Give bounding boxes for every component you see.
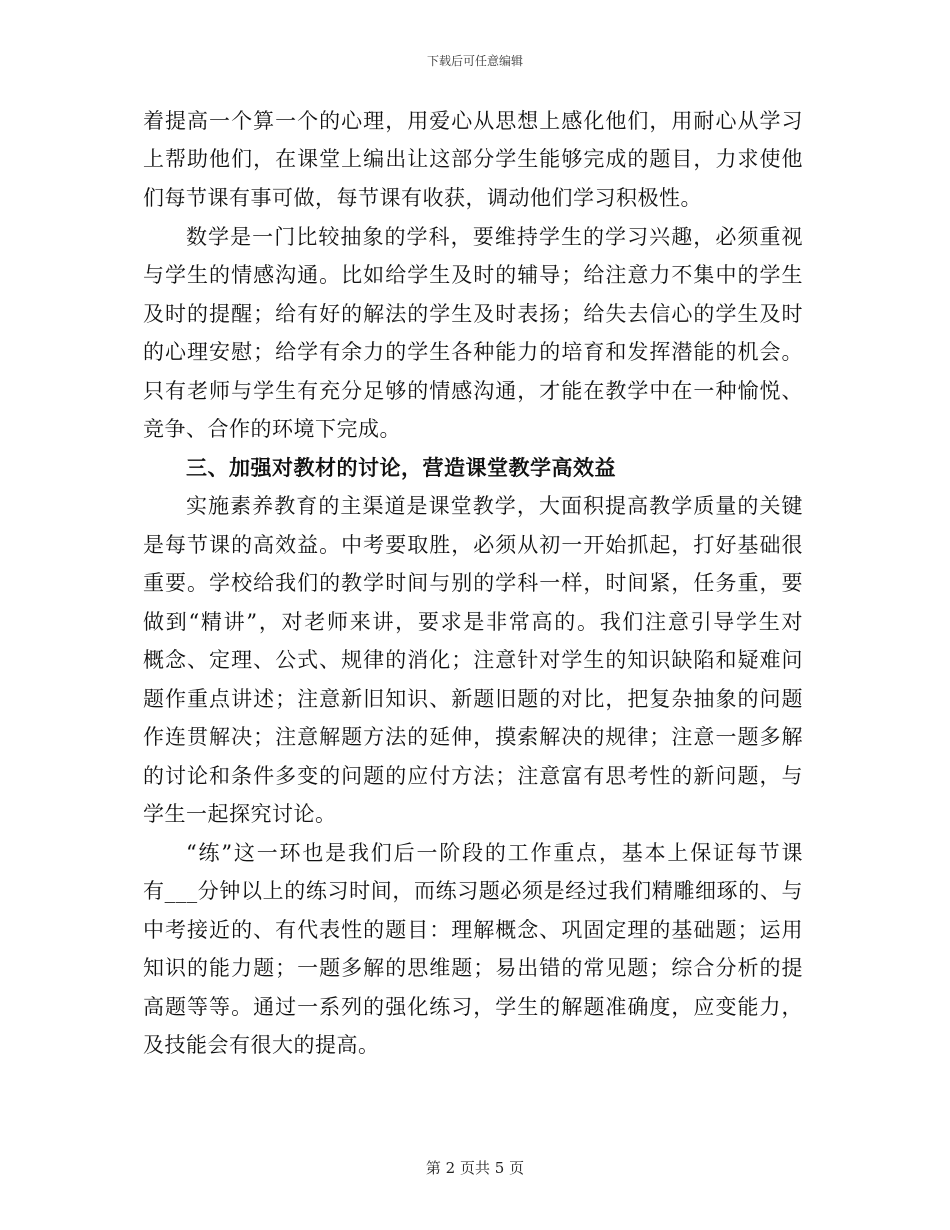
page-footer: 第 2 页共 5 页 — [425, 1159, 525, 1177]
paragraph-first-line: 实施素养教育的主渠道是课堂教学，大面积提高教学质量的关键 — [186, 494, 803, 518]
page-header: 下载后可任意编辑 — [426, 54, 523, 68]
text-line: 及技能会有很大的提高。 — [143, 1033, 380, 1057]
text-line: 概念、定理、公式、规律的消化；注意针对学生的知识缺陷和疑难问 — [143, 648, 803, 672]
section-heading: 三、加强对教材的讨论，营造课堂教学高效益 — [186, 455, 616, 480]
text-line: 中考接近的、有代表性的题目：理解概念、巩固定理的基础题；运用 — [143, 918, 803, 942]
text-line: 上帮助他们，在课堂上编出让这部分学生能够完成的题目，力求使他 — [143, 147, 803, 171]
paragraph-first-line: 数学是一门比较抽象的学科，要维持学生的学习兴趣，必须重视 — [186, 225, 803, 249]
text-line: 有___分钟以上的练习时间，而练习题必须是经过我们精雕细琢的、与 — [143, 879, 803, 903]
text-line: 们每节课有事可做，每节课有收获，调动他们学习积极性。 — [143, 186, 702, 210]
text-line: 学生一起探究讨论。 — [143, 802, 337, 826]
text-line: 题作重点讲述；注意新旧知识、新题旧题的对比，把复杂抽象的问题 — [143, 687, 803, 711]
text-line: 的讨论和条件多变的问题的应付方法；注意富有思考性的新问题，与 — [143, 764, 803, 788]
text-line: 高题等等。通过一系列的强化练习，学生的解题准确度，应变能力， — [143, 995, 803, 1019]
text-line: 与学生的情感沟通。比如给学生及时的辅导；给注意力不集中的学生 — [143, 263, 803, 287]
text-line: 重要。学校给我们的教学时间与别的学科一样，时间紧，任务重，要 — [143, 571, 803, 595]
text-line: 着提高一个算一个的心理，用爱心从思想上感化他们，用耐心从学习 — [143, 109, 803, 133]
text-line: 只有老师与学生有充分足够的情感沟通，才能在教学中在一种愉悦、 — [143, 379, 803, 403]
text-line: 作连贯解决；注意解题方法的延伸，摸索解决的规律；注意一题多解 — [143, 725, 803, 749]
text-line: 是每节课的高效益。中考要取胜，必须从初一开始抓起，打好基础很 — [143, 533, 803, 557]
text-line: 竞争、合作的环境下完成。 — [143, 417, 401, 441]
paragraph-first-line: “练”这一环也是我们后一阶段的工作重点，基本上保证每节课 — [186, 841, 803, 865]
text-line: 知识的能力题；一题多解的思维题；易出错的常见题；综合分析的提 — [143, 956, 803, 980]
text-line: 及时的提醒；给有好的解法的学生及时表扬；给失去信心的学生及时 — [143, 302, 803, 326]
text-line: 做到“精讲”，对老师来讲，要求是非常高的。我们注意引导学生对 — [143, 610, 803, 634]
text-line: 的心理安慰；给学有余力的学生各种能力的培育和发挥潜能的机会。 — [143, 340, 803, 364]
